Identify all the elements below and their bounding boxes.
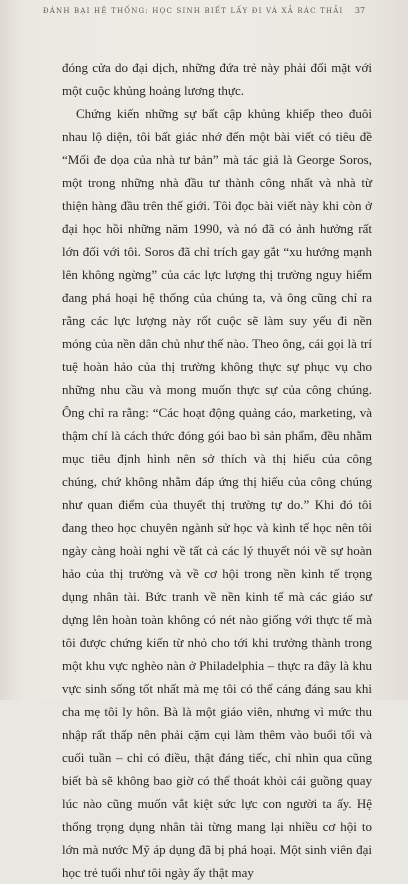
running-header xyxy=(0,6,408,15)
running-title: ĐÁNH BẠI HỆ THỐNG: HỌC SINH BIẾT LẤY ĐI VÀ XẢ RÁC THẢI xyxy=(42,7,344,15)
page-number: 37 xyxy=(354,6,366,15)
paragraph-main: Chứng kiến những sự bất cập khủng khiếp theo đuôi nhau lộ diện, tôi bất giác nhớ đến một bài viết có tiêu đề “Mối đe dọa của nhà tư bản” mà tác giả là George Soros, một trong những nhà đầu tư thành công nhất và nhà từ thiện hàng đầu trên thế giới. Tôi đọc bài viết này khi còn ở đại học hồi những năm 1990, và nó đã có ảnh hưởng rất lớn đối với tôi. Soros đã chỉ trích gay gắt “xu hướng mạnh lên không ngừng” của các lực lượng thị trường nguy hiểm đang phá hoại hệ thống của chúng ta, và ông cũng chỉ ra rằng các lực lượng này rốt cuộc sẽ làm suy yếu đi nền móng của nền dân chủ như thế nào. Theo ông, cái gọi là trí tuệ hoàn hảo của thị trường không thực sự phục vụ cho những nhu cầu và mong muốn thực sự của công chúng. Ông chỉ ra rằng: “Các hoạt động quảng cáo, marketing, và thậm chí là cách thức đóng gói bao bì sản phẩm, đều nhằm mục tiêu định hình nên sở thích và thị hiếu của công chúng, chứ không nhằm đáp ứng thị hiếu của công chúng như quan điểm của thuyết thị trường tự do.” Khi đó tôi đang theo học chuyên ngành sử học và kinh tế học nên tôi ngày càng hoài nghi về tất cả các lý thuyết nói về sự hoàn hảo của thị trường và về cơ hội trong nền kinh tế trọng dụng nhân tài. Bức tranh về nền kinh tế mà các giáo sư dựng lên hoàn toàn không có nét nào giống với thực tế mà tôi được chứng kiến từ nhỏ cho tới khi trưởng thành trong một khu vực nghèo nàn ở Philadelphia – thực ra đây là khu vực sinh sống tốt nhất mà mẹ tôi có thể cáng đáng sau khi cha mẹ tôi ly hôn. Bà là một giáo viên, nhưng vì mức thu nhập rất thấp nên phải cặm cụi làm thêm vào buổi tối và cuối tuần – chỉ có điều, thật đáng tiếc, chỉ nhìn qua cũng biết bà sẽ không bao giờ có thể thoát khỏi cái guồng quay lúc nào cũng muốn vắt kiệt sức lực con người ta ấy. Hệ thống trọng dụng nhân tài từng mang lại nhiều cơ hội to lớn mà nước Mỹ áp dụng đã bị phá hoại. Một sinh viên đại học trẻ tuổi như tôi ngày ấy thật may xyxy=(62,106,372,880)
paragraph-continuation: đóng cửa do đại dịch, những đứa trẻ này phải đối mặt với một cuộc khủng hoảng lương thực. xyxy=(62,60,372,98)
body-text xyxy=(62,56,372,884)
